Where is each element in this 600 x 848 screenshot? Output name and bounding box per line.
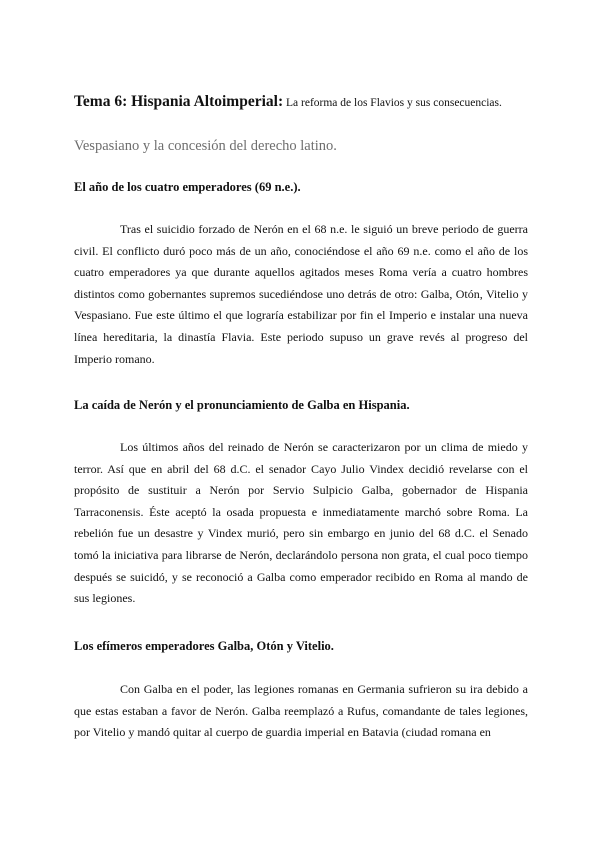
title-subtitle-text: La reforma de los Flavios y sus consecuencias.: [283, 97, 502, 109]
section-heading: Los efímeros emperadores Galba, Otón y Vitelio.: [74, 639, 334, 653]
section-paragraph: Con Galba en el poder, las legiones romanas en Germania sufrieron su ira debido a que estas estaban a favor de Nerón. Galba reemplazó a Rufus, comandante de tales legiones, por Vitelio y mandó quitar al cuerpo de guardia imperial en Batavia (ciudad romana en: [74, 682, 528, 740]
document-title: [74, 93, 544, 111]
section-heading: El año de los cuatro emperadores (69 n.e.).: [74, 180, 301, 194]
section-paragraph: Tras el suicidio forzado de Nerón en el 68 n.e. le siguió un breve periodo de guerra civil. El conflicto duró poco más de un año, conociéndose el año 69 n.e. como el año de los cuatro emperadores ya que durante aquellos agitados meses Roma vería a cuatro hombres distintos como gobernantes supremos sucediéndose uno detrás de otro: Galba, Otón, Vitelio y Vespasiano. Fue este último el que lograría estabilizar por fin el Imperio e instalar una nueva línea hereditaria, la dinastía Flavia. Este periodo supuso un grave revés al progreso del Imperio romano.: [74, 222, 528, 366]
section-paragraph: Los últimos años del reinado de Nerón se caracterizaron por un clima de miedo y terror. Así que en abril del 68 d.C. el senador Cayo Julio Vindex decidió revelarse con el propósito de sustituir a Nerón por Servio Sulpicio Galba, gobernador de Hispania Tarraconensis. Éste aceptó la osada propuesta e inmediatamente marchó sobre Roma. La rebelión fue un desastre y Vindex murió, pero sin embargo en junio del 68 d.C. el Senado tomó la iniciativa para librarse de Nerón, declarándolo persona non grata, el cual poco tiempo después se suicidó, y se reconoció a Galba como emperador recibido en Roma al mando de sus legiones.: [74, 440, 528, 606]
title-main: Tema 6: Hispania Altoimperial:: [74, 93, 284, 110]
section-heading: La caída de Nerón y el pronunciamiento de Galba en Hispania.: [74, 398, 410, 412]
section-subtitle: Vespasiano y la concesión del derecho latino.: [74, 138, 337, 154]
